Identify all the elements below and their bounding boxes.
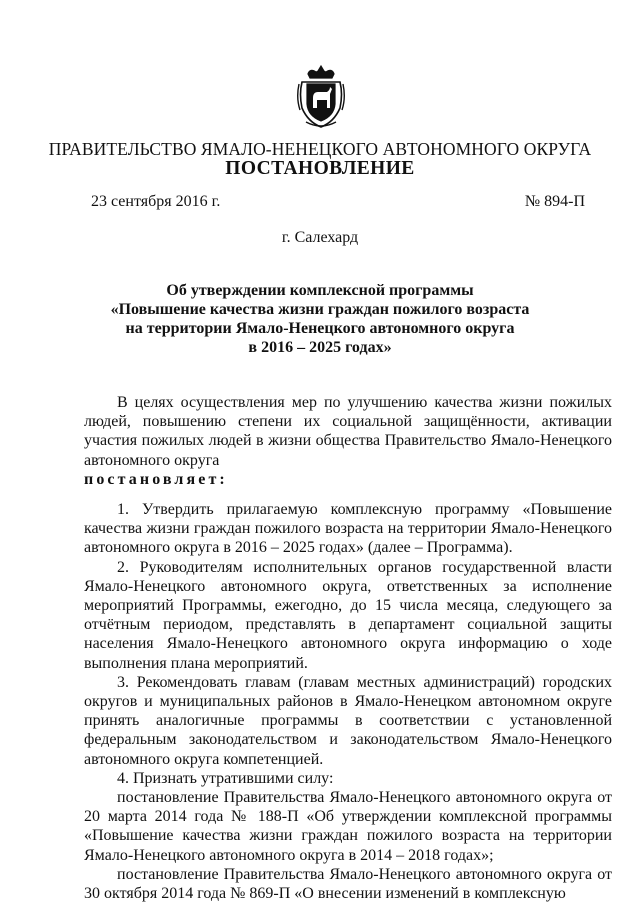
preamble-text: В целях осуществления мер по улучшению качества жизни пожилых людей, повышению степени их социальной защищённости, активации участия пожилых людей в жизни общества Правительство Ямало-Ненецкого автономного округа <box>84 394 612 469</box>
organization-name: ПРАВИТЕЛЬСТВО ЯМАЛО-НЕНЕЦКОГО АВТОНОМНОГО ОКРУГА <box>48 139 592 159</box>
title-line: «Повышение качества жизни граждан пожилого возраста <box>110 301 530 318</box>
item-4b-paragraph: постановление Правительства Ямало-Ненецкого автономного округа от 30 октября 2014 года № 869-П «О внесении изменений в комплексную <box>84 865 612 903</box>
document-city: г. Салехард <box>281 229 359 246</box>
item-4-paragraph: 4. Признать утратившими силу: <box>117 769 334 787</box>
document-title <box>0 281 640 357</box>
item-3-paragraph: 3. Рекомендовать главам (главам местных администраций) городских округов и муниципальных районов в Ямало-Ненецком автономном округе принять аналогичные программы в соответствии с установленной федеральным законодательством и законодательством Ямало-Ненецкого автономного округа компетенцией. <box>84 673 612 768</box>
preamble-paragraph <box>84 393 612 470</box>
document-type-heading: ПОСТАНОВЛЕНИЕ <box>225 158 415 179</box>
item-1-paragraph: 1. Утвердить прилагаемую комплексную программу «Повышение качества жизни граждан пожилого возраста на территории Ямало-Ненецкого автономного округа в 2016 – 2025 годах» (далее – Программа). <box>84 501 612 557</box>
title-line: в 2016 – 2025 годах» <box>248 339 392 356</box>
document-number: № 894-П <box>524 193 585 210</box>
title-line: на территории Ямало-Ненецкого автономного округа <box>125 320 515 337</box>
document-date: 23 сентября 2016 г. <box>91 193 221 210</box>
item-2-paragraph: 2. Руководителям исполнительных органов государственной власти Ямало-Ненецкого автономного округа, ответственных за исполнение мероприятий Программы, ежегодно, до 15 числа месяца, следующего за отчётным периодом, представлять в департамент социальной защиты населения Ямало-Ненецкого автономного округа информацию о ходе выполнения плана мероприятий. <box>84 558 612 672</box>
resolves-paragraph <box>84 470 612 489</box>
item-4a-paragraph: постановление Правительства Ямало-Ненецкого автономного округа от 20 марта 2014 года № 188-П «Об утверждении комплексной программы «Повышение качества жизни граждан пожилого возраста на территории Ямало-Ненецкого автономного округа в 2014 – 2018 годах»; <box>84 789 612 864</box>
document-body <box>84 393 612 903</box>
resolves-word: постановляет: <box>84 470 228 488</box>
coat-of-arms-emblem <box>296 64 346 130</box>
title-line: Об утверждении комплексной программы <box>166 282 474 299</box>
